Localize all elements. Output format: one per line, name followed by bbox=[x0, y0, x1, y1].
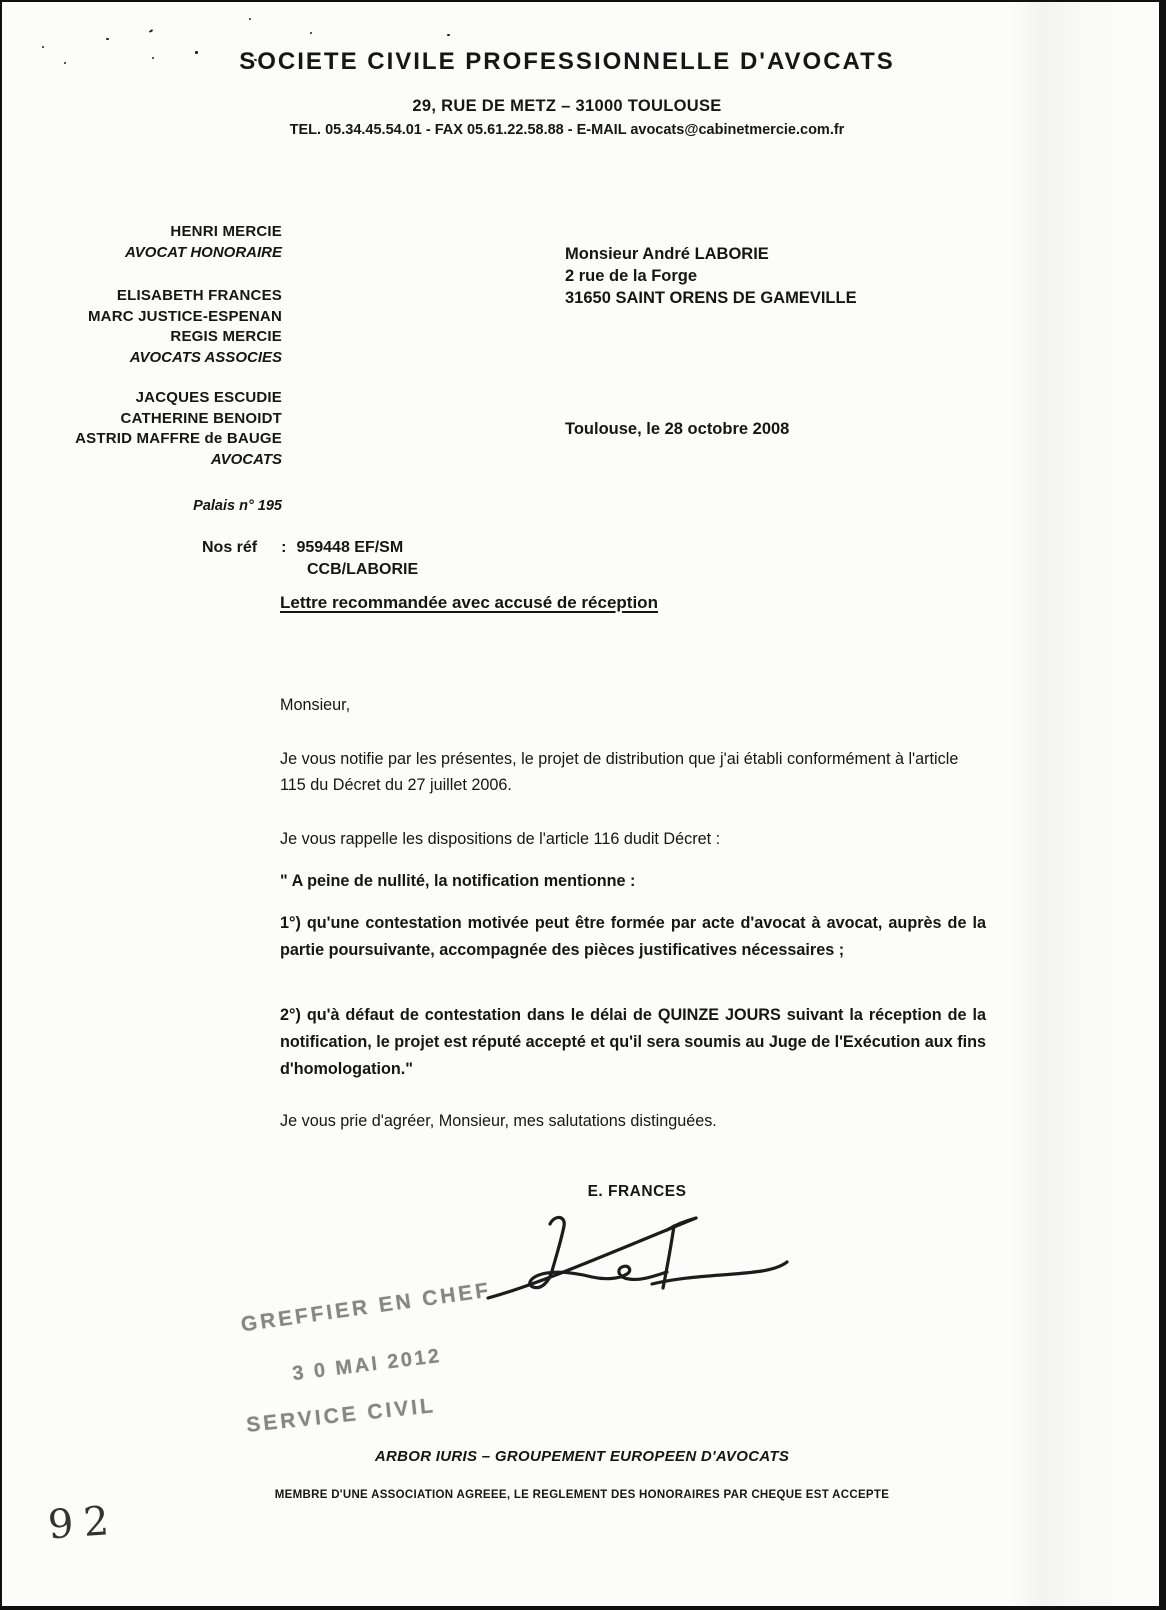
palais-number: Palais n° 195 bbox=[193, 498, 282, 514]
firm-contact: TEL. 05.34.45.54.01 - FAX 05.61.22.58.88 - E-MAIL avocats@cabinetmercie.com.fr bbox=[289, 122, 845, 138]
reference-number: 959448 bbox=[296, 539, 350, 556]
staff-name: JACQUES ESCUDIE bbox=[135, 389, 282, 406]
subject-line: Lettre recommandée avec accusé de réception bbox=[280, 593, 658, 612]
firm-title: SOCIETE CIVILE PROFESSIONNELLE D'AVOCATS bbox=[239, 48, 895, 75]
recipient-block bbox=[565, 243, 857, 309]
handwritten-page-number: 92 bbox=[46, 1497, 121, 1549]
staff-column bbox=[42, 222, 282, 514]
staff-name: ELISABETH FRANCES bbox=[116, 287, 282, 304]
staff-role: AVOCAT HONORAIRE bbox=[125, 243, 282, 261]
dateline: Toulouse, le 28 octobre 2008 bbox=[565, 420, 790, 438]
salutation: Monsieur, bbox=[280, 696, 351, 714]
paragraph: Je vous rappelle les dispositions de l'article 116 dudit Décret : bbox=[280, 830, 721, 848]
stamp-line-greffier: GREFFIER EN CHEF bbox=[239, 1278, 493, 1337]
reference-line bbox=[202, 539, 403, 557]
quote-intro: " A peine de nullité, la notification mentionne : bbox=[280, 872, 636, 890]
letter-page bbox=[2, 2, 1159, 1606]
staff-name: REGIS MERCIE bbox=[170, 328, 282, 345]
staff-name: ASTRID MAFFRE de BAUGE bbox=[75, 430, 282, 447]
quote-item-2: 2°) qu'à défaut de contestation dans le délai de QUINZE JOURS suivant la réception de la notification, le projet est réputé accepté et qu'il sera soumis au Juge de l'Exécution aux fins d'homologation." bbox=[280, 1006, 986, 1078]
stamp-line-date: 3 0 MAI 2012 bbox=[291, 1344, 443, 1386]
staff-name: MARC JUSTICE-ESPENAN bbox=[87, 307, 282, 325]
stamp-line-service: SERVICE CIVIL bbox=[245, 1394, 437, 1437]
recipient-street: 2 rue de la Forge bbox=[565, 267, 698, 285]
staff-name: CATHERINE BENOIDT bbox=[120, 409, 282, 427]
reference-label: Nos réf bbox=[202, 539, 258, 556]
recipient-name: Monsieur André LABORIE bbox=[565, 245, 769, 263]
paragraph: Je vous notifie par les présentes, le projet de distribution que j'ai établi conformément à l'article 115 du Décret du 27 juillet 2006. bbox=[280, 750, 959, 794]
firm-address: 29, RUE DE METZ – 31000 TOULOUSE bbox=[412, 97, 722, 115]
reference-separator: : bbox=[281, 539, 287, 556]
staff-name: HENRI MERCIE bbox=[170, 223, 282, 240]
signatory-name: E. FRANCES bbox=[587, 1183, 687, 1200]
recipient-city: 31650 SAINT ORENS DE GAMEVILLE bbox=[565, 289, 857, 307]
staff-role: AVOCATS bbox=[210, 450, 282, 468]
staff-role: AVOCATS ASSOCIES bbox=[129, 348, 282, 366]
quote-item-1: 1°) qu'une contestation motivée peut être formée par acte d'avocat à avocat, auprès de la partie poursuivante, accompagnée des pièces justificatives nécessaires ; bbox=[280, 914, 986, 959]
handwritten-signature bbox=[472, 1202, 802, 1307]
footer-association-line: MEMBRE D'UNE ASSOCIATION AGREEE, LE REGLEMENT DES HONORAIRES PAR CHEQUE EST ACCEPTE bbox=[274, 1489, 890, 1501]
reference-suffix: EF/SM bbox=[349, 539, 404, 556]
reference-second-line: CCB/LABORIE bbox=[307, 561, 419, 578]
footer-network-line: ARBOR IURIS – GROUPEMENT EUROPEEN D'AVOCATS bbox=[374, 1448, 790, 1465]
closing-line: Je vous prie d'agréer, Monsieur, mes salutations distinguées. bbox=[280, 1112, 717, 1130]
